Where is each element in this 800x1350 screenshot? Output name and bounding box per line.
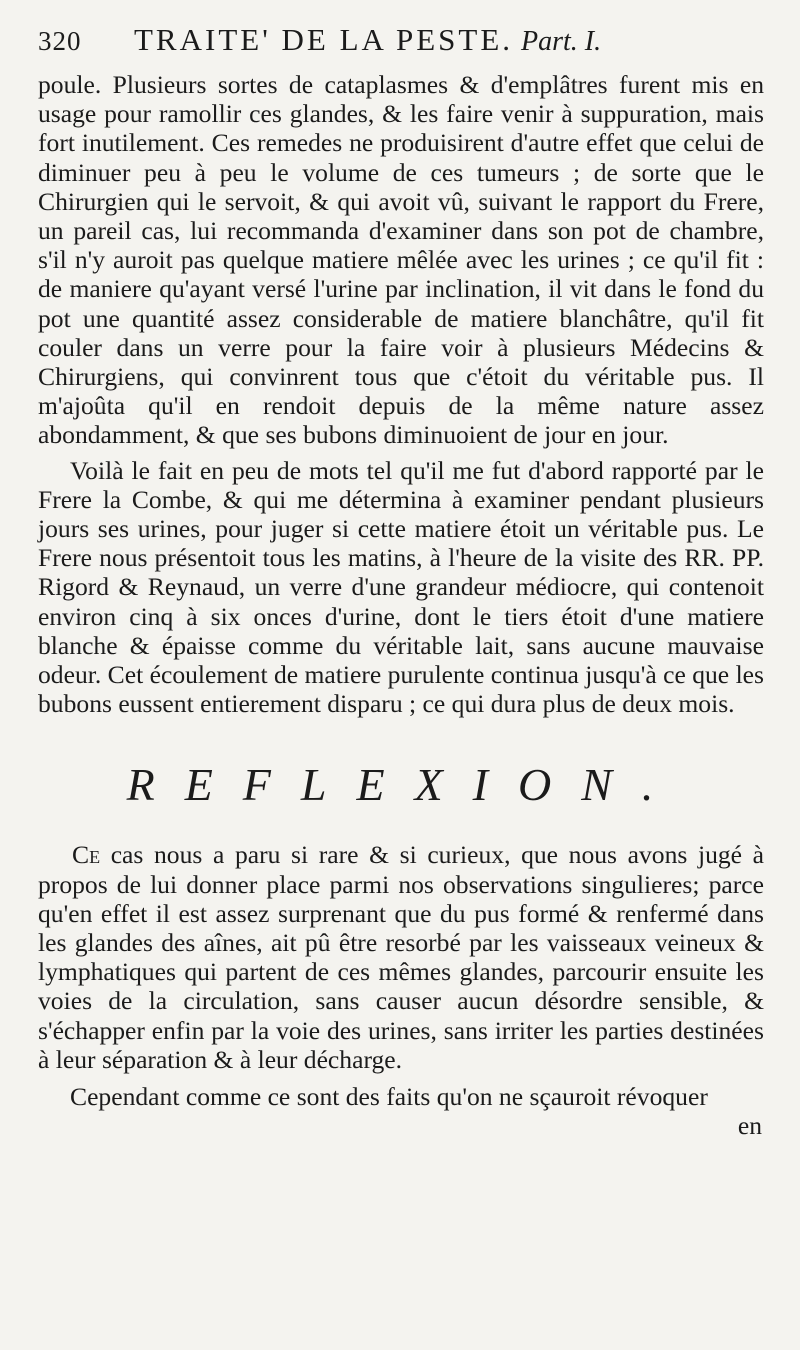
main-text <box>38 70 764 718</box>
paragraph <box>38 840 764 1074</box>
paragraph: Voilà le fait en peu de mots tel qu'il me fut d'abord rapporté par le Frere la Combe, & qui me détermina à examiner pendant plusieurs jours ses urines, pour juger si cette matiere étoit un véritable pus. Le Frere nous présentoit tous les matins, à l'heure de la visite des RR. PP. Rigord & Reynaud, un verre d'une grandeur médiocre, qui contenoit environ cinq à six onces d'urine, dont le tiers étoit d'une matiere blanche & épaisse comme du véritable lait, sans aucune mauvaise odeur. Cet écoulement de matiere purulente continua jusqu'à ce que les bubons eussent entierement disparu ; ce qui dura plus de deux mois. <box>38 455 764 719</box>
running-header <box>38 22 764 70</box>
catchword: en <box>737 1111 762 1141</box>
running-title: TRAITE' DE LA PESTE. <box>134 22 514 57</box>
paragraph-text: cas nous a paru si rare & si curieux, que nous avons jugé à propos de lui donner place parmi nos observations singulieres; parce qu'en effet il est assez surprenant que du pus formé & renfermé dans les glandes des aînes, ait pû être resorbé par les vaisseaux veineux & lymphatiques qui partent de ces mêmes glandes, parcourir ensuite les voies de la circulation, sans causer aucun désordre sensible, & s'échapper enfin par la voie des urines, sans irriter les parties destinées à leur séparation & à leur décharge. <box>38 840 764 1074</box>
page-number: 320 <box>38 26 82 56</box>
paragraph: Cependant comme ce sont des faits qu'on ne sçauroit révoquer <box>70 1082 708 1112</box>
reflexion-text <box>38 840 764 1111</box>
section-heading: REFLEXION. <box>126 759 684 811</box>
part-label: Part. I. <box>521 26 602 57</box>
paragraph: poule. Plusieurs sortes de cataplasmes & d'emplâtres furent mis en usage pour ramollir ces glandes, & les faire venir à suppuration, mais fort inutilement. Ces remedes ne produisirent d'autre effet que celui de diminuer peu à peu le volume de ces tumeurs ; de sorte que le Chirurgien qui le servoit, & qui avoit vû, suivant le rapport du Frere, un pareil cas, lui recommanda d'examiner dans son pot de chambre, s'il n'y auroit pas quelque matiere mêlée avec les urines ; ce qu'il fit : de maniere qu'ayant versé l'urine par inclination, il vit dans le fond du pot une quantité assez considerable de matiere blanchâtre, qu'il fit couler dans un verre pour la faire voir à plusieurs Médecins & Chirurgiens, qui convinrent tous que c'étoit du véritable pus. Il m'ajoûta qu'il en rendoit depuis de la même nature assez abondamment, & que ses bubons diminuoient de jour en jour. <box>38 70 764 450</box>
dropcap: Ce <box>72 840 101 870</box>
